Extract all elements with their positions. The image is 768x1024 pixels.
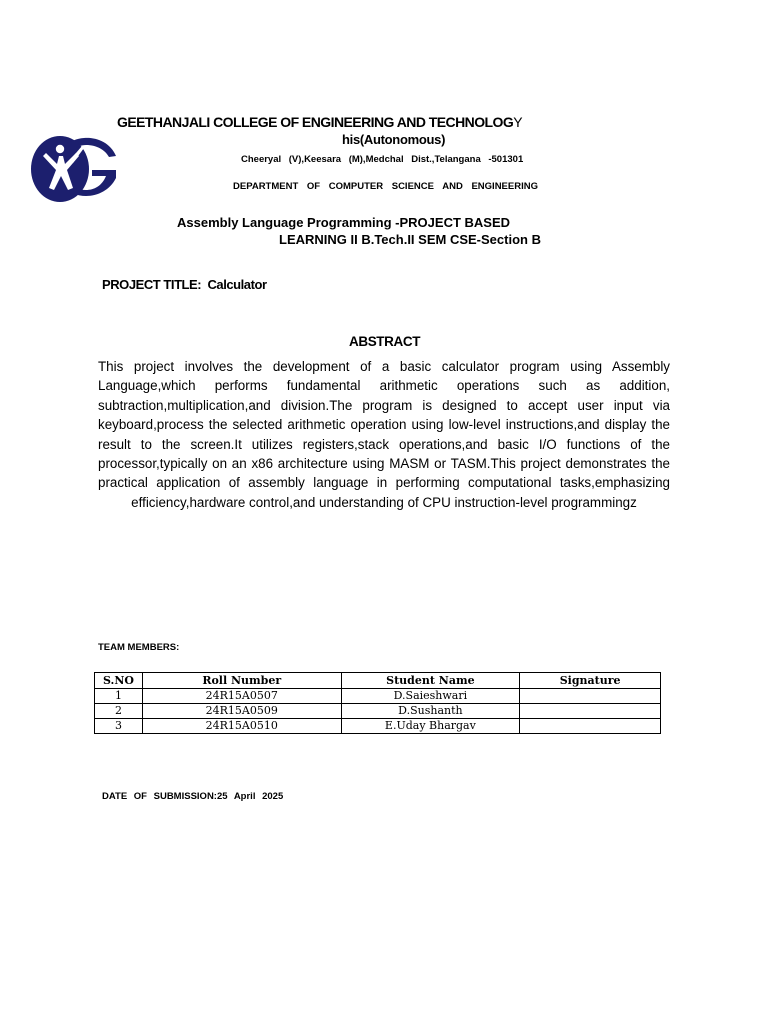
abstract-heading: ABSTRACT xyxy=(349,334,421,349)
team-table-header-row xyxy=(95,673,661,689)
cell-sno: 2 xyxy=(95,704,143,719)
column-header-student-name: Student Name xyxy=(341,673,520,689)
column-header-signature: Signature xyxy=(520,673,661,689)
course-title-line2: LEARNING II B.Tech.II SEM CSE-Section B xyxy=(279,232,541,247)
cell-roll-number: 24R15A0510 xyxy=(142,719,341,734)
table-row xyxy=(95,719,661,734)
table-row xyxy=(95,704,661,719)
college-logo-icon xyxy=(30,134,118,204)
college-name: GEETHANJALI COLLEGE OF ENGINEERING AND TECHNOLOGY xyxy=(117,114,523,130)
cell-signature xyxy=(520,719,661,734)
project-title xyxy=(102,277,267,292)
column-header-roll-number: Roll Number xyxy=(142,673,341,689)
abstract-body: This project involves the development of a basic calculator program using Assembly Language,which performs fundamental arithmetic operations such as addition, subtraction,multiplication,and division.The program is designed to accept user input via keyboard,process the selected arithmetic operation using low-level instructions,and display the result to the screen.It utilizes registers,stack operations,and basic I/O functions of the processor,typically on an x86 architecture using MASM or TASM.This project demonstrates the practical application of assembly language in performing computational tasks,emphasizing efficiency,hardware control,and understanding of CPU instruction-level programmingz xyxy=(98,359,670,510)
cell-student-name: E.Uday Bhargav xyxy=(341,719,520,734)
project-title-value: Calculator xyxy=(207,277,267,292)
cell-signature xyxy=(520,704,661,719)
project-title-label: PROJECT TITLE: xyxy=(102,277,202,292)
team-members-label: TEAM MEMBERS: xyxy=(98,642,180,653)
cell-roll-number: 24R15A0507 xyxy=(142,689,341,704)
course-title-line1: Assembly Language Programming -PROJECT BASED xyxy=(177,215,511,230)
table-row xyxy=(95,689,661,704)
college-address: Cheeryal (V),Keesara (M),Medchal Dist.,Telangana -501301 xyxy=(241,154,524,165)
autonomous-label: his(Autonomous) xyxy=(342,132,446,147)
cell-sno: 3 xyxy=(95,719,143,734)
department-name: DEPARTMENT OF COMPUTER SCIENCE AND ENGINEERING xyxy=(233,181,538,192)
column-header-sno: S.NO xyxy=(95,673,143,689)
submission-date: DATE OF SUBMISSION:25 April 2025 xyxy=(102,791,284,802)
team-table xyxy=(94,672,661,734)
cell-roll-number: 24R15A0509 xyxy=(142,704,341,719)
cell-signature xyxy=(520,689,661,704)
college-name-trailing: Y xyxy=(513,114,523,130)
cell-student-name: D.Saieshwari xyxy=(341,689,520,704)
cell-sno: 1 xyxy=(95,689,143,704)
cell-student-name: D.Sushanth xyxy=(341,704,520,719)
